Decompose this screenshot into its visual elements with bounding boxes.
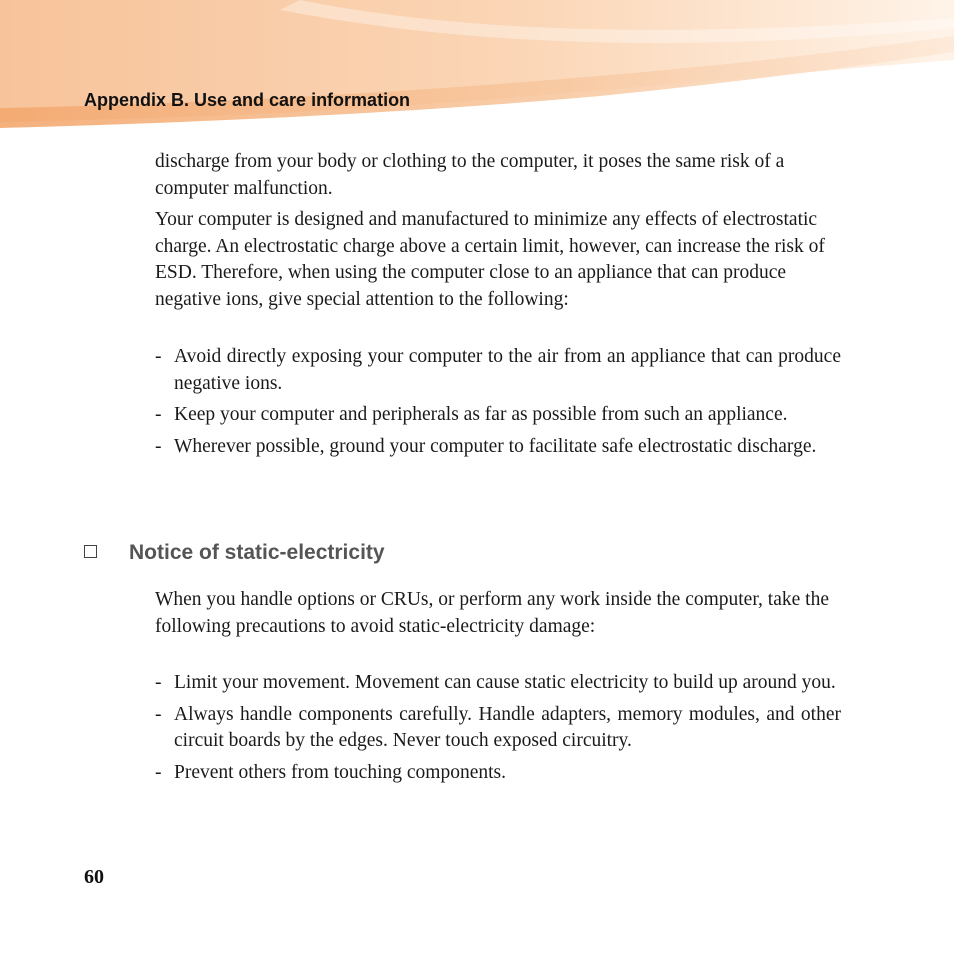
list-item xyxy=(155,760,841,787)
paragraph-esd-intro: Your computer is designed and manufactured to minimize any effects of electrostatic charge. An electrostatic charge above a certain limit, however, can increase the risk of ESD. Therefore, when using the computer close to an appliance that can produce negative ions, give special attention to the following: xyxy=(155,209,825,310)
list-dash: - xyxy=(155,404,162,425)
list-item xyxy=(155,702,841,755)
list-dash: - xyxy=(155,346,162,367)
list-item-text: Keep your computer and peripherals as far as possible from such an appliance. xyxy=(174,404,788,425)
section-heading-text: Notice of static-electricity xyxy=(129,541,385,564)
list-item-text: Limit your movement. Movement can cause static electricity to build up around you. xyxy=(174,672,836,693)
page-number: 60 xyxy=(84,866,104,888)
paragraph-continuation: discharge from your body or clothing to the computer, it poses the same risk of a computer malfunction. xyxy=(155,151,785,199)
list-item-text: Avoid directly exposing your computer to the air from an appliance that can produce negative ions. xyxy=(174,346,841,394)
list-item xyxy=(155,670,841,697)
esd-precautions-list xyxy=(155,344,841,465)
list-dash: - xyxy=(155,703,162,725)
list-dash: - xyxy=(155,761,162,783)
list-dash: - xyxy=(155,435,162,457)
list-item-text: Always handle components carefully. Handle adapters, memory modules, and other circuit boards by the edges. Never touch exposed circuitry. xyxy=(174,703,841,751)
section-heading xyxy=(84,541,385,565)
list-item xyxy=(155,434,841,461)
list-item-text: Wherever possible, ground your computer to facilitate safe electrostatic discharge. xyxy=(174,435,817,457)
running-head: Appendix B. Use and care information xyxy=(84,90,411,110)
list-item xyxy=(155,344,841,397)
header-decoration-band xyxy=(0,0,954,140)
list-item-text: Prevent others from touching components. xyxy=(174,761,506,783)
square-bullet-icon xyxy=(84,545,97,558)
list-item xyxy=(155,402,841,429)
list-dash: - xyxy=(155,672,162,693)
static-precautions-list xyxy=(155,670,841,791)
paragraph-static-intro: When you handle options or CRUs, or perform any work inside the computer, take the following precautions to avoid static-electricity damage: xyxy=(155,589,829,637)
